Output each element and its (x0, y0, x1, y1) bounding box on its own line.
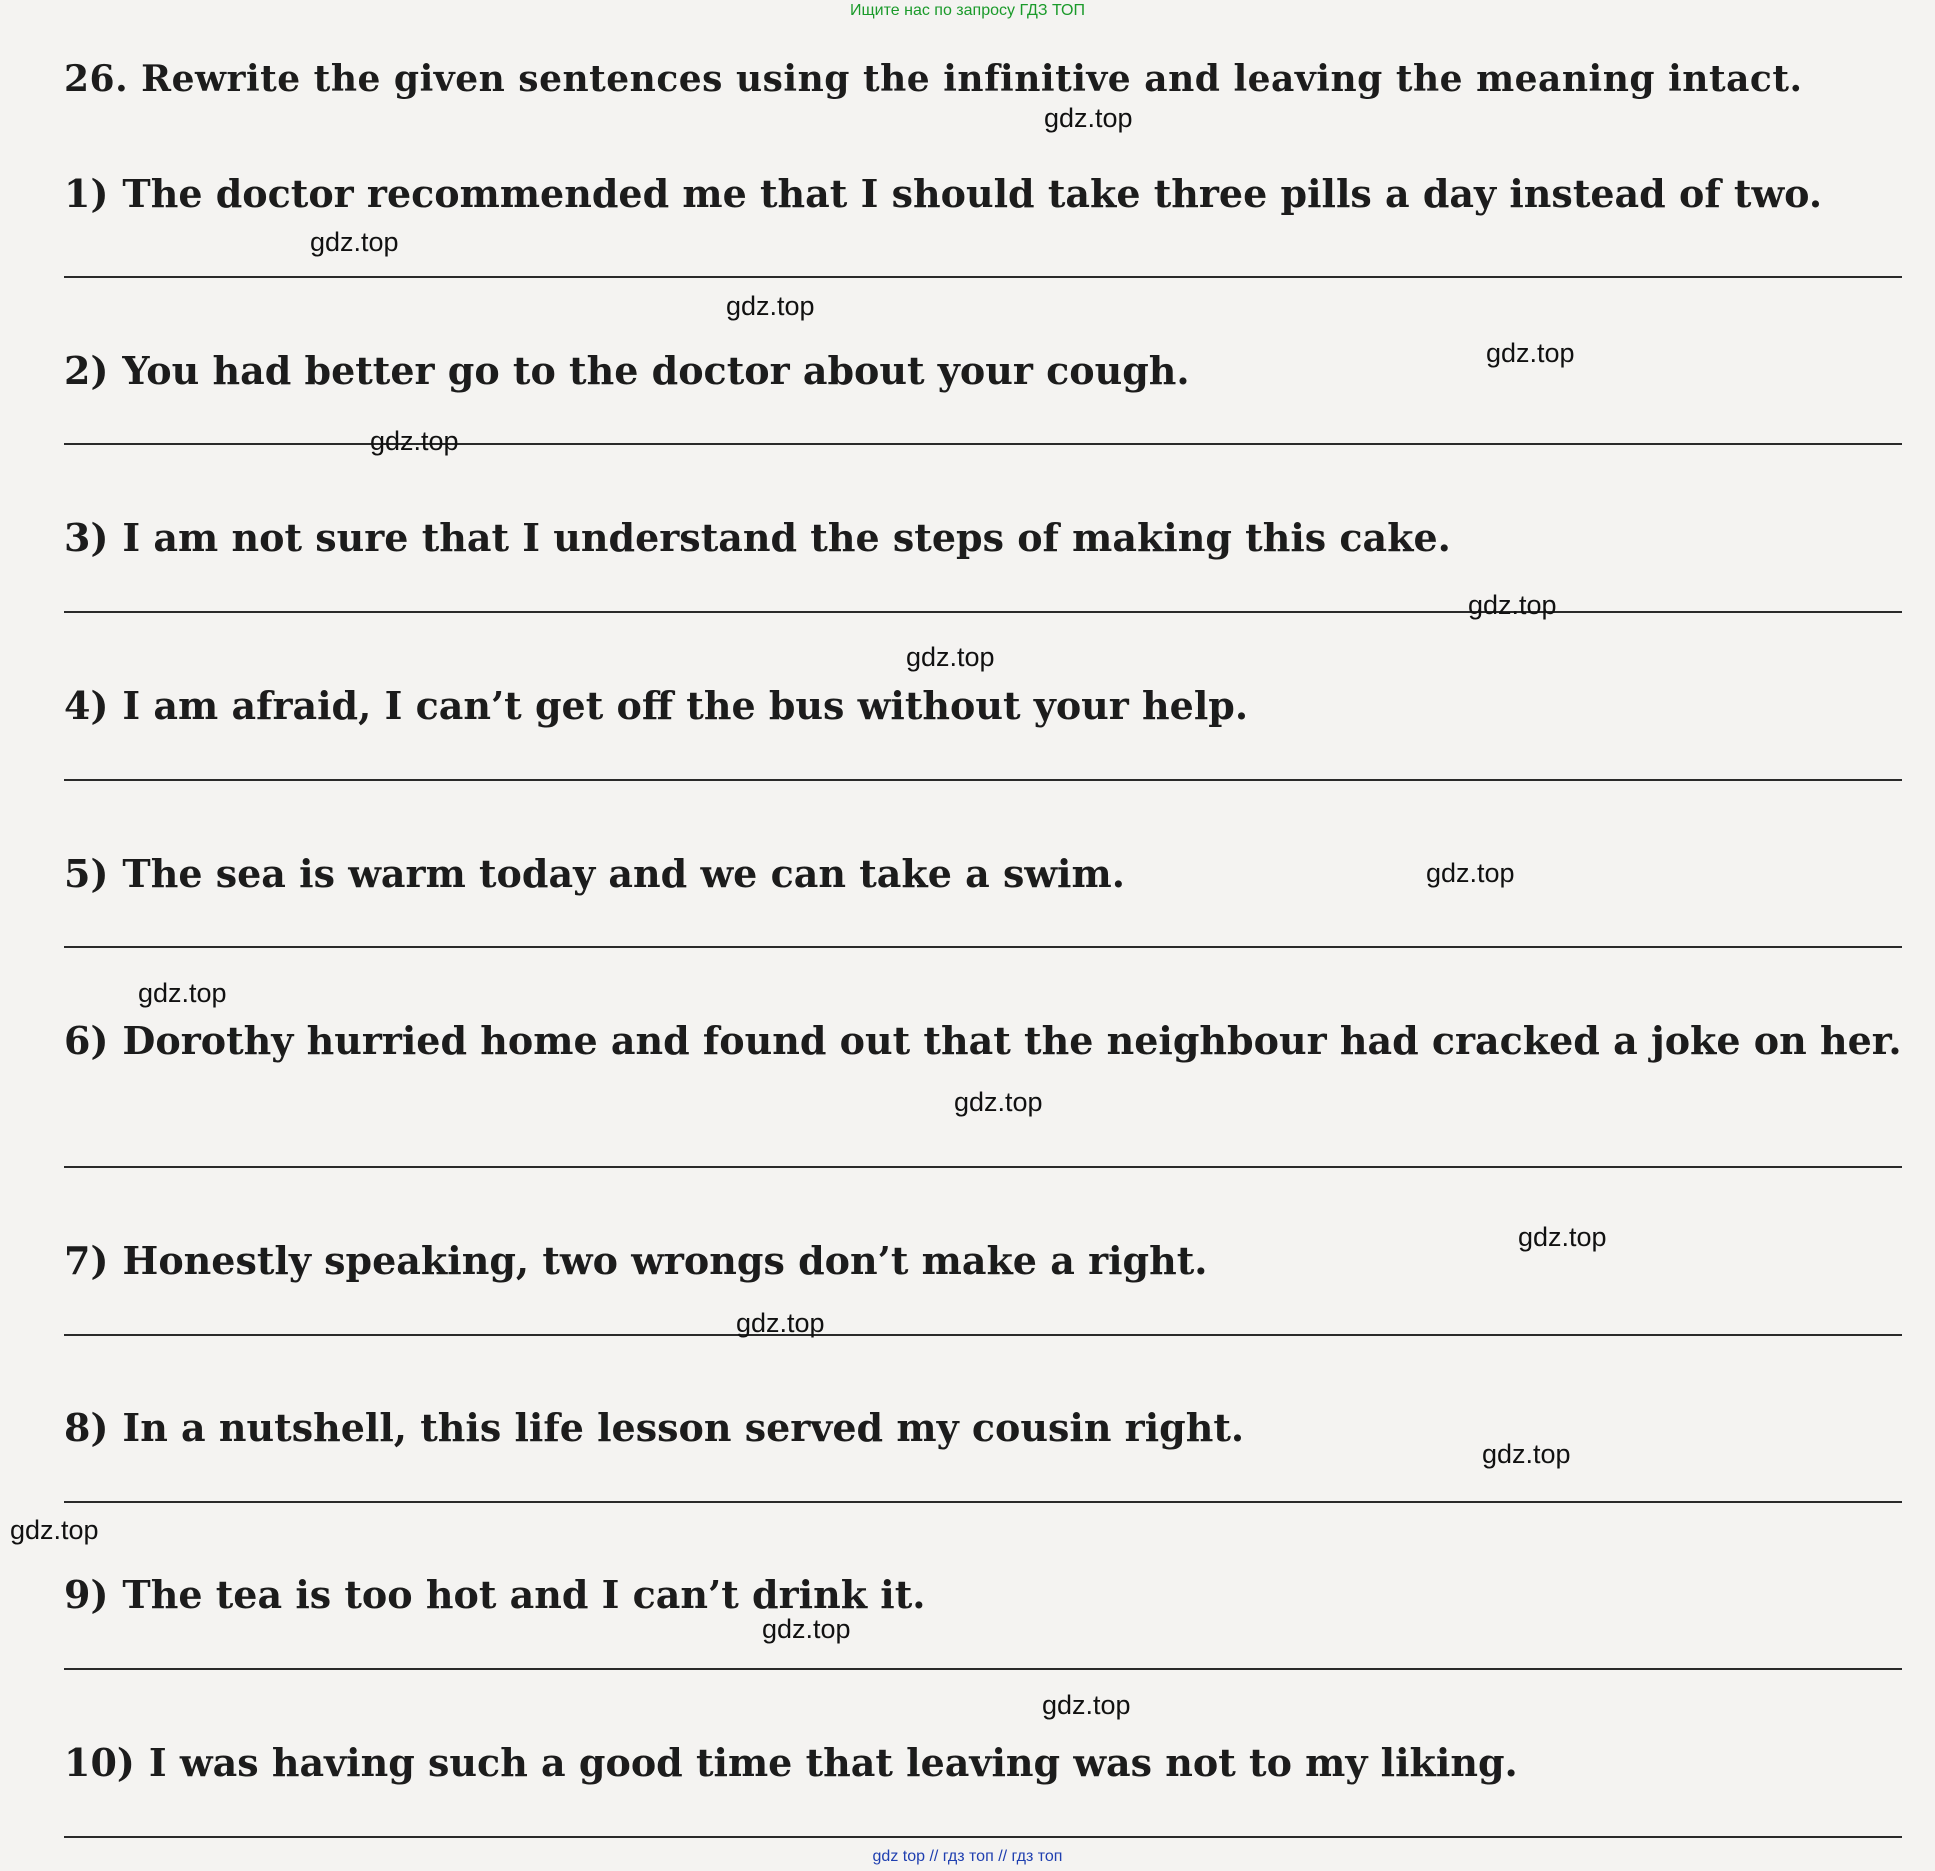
item-text: The sea is warm today and we can take a swim. (122, 851, 1125, 896)
watermark: gdz.top (138, 978, 227, 1008)
top-banner[interactable]: Ищите нас по запросу ГДЗ ТОП (850, 2, 1085, 19)
item-text: I was having such a good time that leaving was not to my liking. (148, 1740, 1518, 1785)
answer-line-9 (64, 1668, 1902, 1670)
watermark: gdz.top (1486, 338, 1575, 368)
watermark: gdz.top (906, 642, 995, 672)
item-number: 7) (64, 1238, 109, 1283)
item-text: In a nutshell, this life lesson served my cousin right. (122, 1405, 1245, 1450)
exercise-heading: 26. Rewrite the given sentences using the infinitive and leaving the meaning intact. (64, 58, 1803, 100)
answer-line-2 (64, 443, 1902, 445)
watermark: gdz.top (370, 426, 459, 456)
watermark: gdz.top (1042, 1690, 1131, 1720)
sentence-9 (64, 1569, 1904, 1621)
answer-line-1 (64, 276, 1902, 278)
item-number: 4) (64, 683, 109, 728)
answer-line-10 (64, 1836, 1902, 1838)
item-text: You had better go to the doctor about your cough. (122, 348, 1190, 393)
watermark: gdz.top (1468, 590, 1557, 620)
item-number: 9) (64, 1572, 109, 1617)
answer-line-7 (64, 1334, 1902, 1336)
sentence-10 (64, 1737, 1904, 1789)
answer-line-5 (64, 946, 1902, 948)
watermark: gdz.top (1426, 858, 1515, 888)
item-text: The doctor recommended me that I should take three pills a day instead of two. (122, 171, 1823, 216)
sentence-6 (64, 1015, 1904, 1067)
item-number: 2) (64, 348, 109, 393)
watermark: gdz.top (1482, 1439, 1571, 1469)
watermark: gdz.top (1518, 1222, 1607, 1252)
item-number: 6) (64, 1018, 109, 1063)
item-number: 3) (64, 515, 109, 560)
bottom-banner[interactable]: gdz top // гдз топ // гдз топ (872, 1848, 1063, 1865)
item-text: Dorothy hurried home and found out that the neighbour had cracked a joke on her. (122, 1018, 1902, 1063)
answer-line-6 (64, 1166, 1902, 1168)
watermark: gdz.top (762, 1614, 851, 1644)
item-text: I am afraid, I can’t get off the bus without your help. (122, 683, 1249, 728)
item-number: 8) (64, 1405, 109, 1450)
sentence-2 (64, 345, 1904, 397)
answer-line-8 (64, 1501, 1902, 1503)
watermark: gdz.top (310, 227, 399, 257)
sentence-7 (64, 1235, 1904, 1287)
answer-line-4 (64, 779, 1902, 781)
item-text: The tea is too hot and I can’t drink it. (122, 1572, 926, 1617)
sentence-1 (64, 168, 1904, 220)
watermark: gdz.top (726, 291, 815, 321)
sentence-5 (64, 848, 1904, 900)
item-number: 5) (64, 851, 109, 896)
watermark: gdz.top (1044, 103, 1133, 133)
item-text: Honestly speaking, two wrongs don’t make a right. (122, 1238, 1208, 1283)
watermark: gdz.top (10, 1515, 99, 1545)
answer-line-3 (64, 611, 1902, 613)
sentence-8 (64, 1402, 1904, 1454)
item-number: 10) (64, 1740, 135, 1785)
item-text: I am not sure that I understand the steps of making this cake. (122, 515, 1451, 560)
watermark: gdz.top (736, 1308, 825, 1338)
item-number: 1) (64, 171, 109, 216)
sentence-3 (64, 512, 1904, 564)
watermark: gdz.top (954, 1087, 1043, 1117)
sentence-4 (64, 680, 1904, 732)
